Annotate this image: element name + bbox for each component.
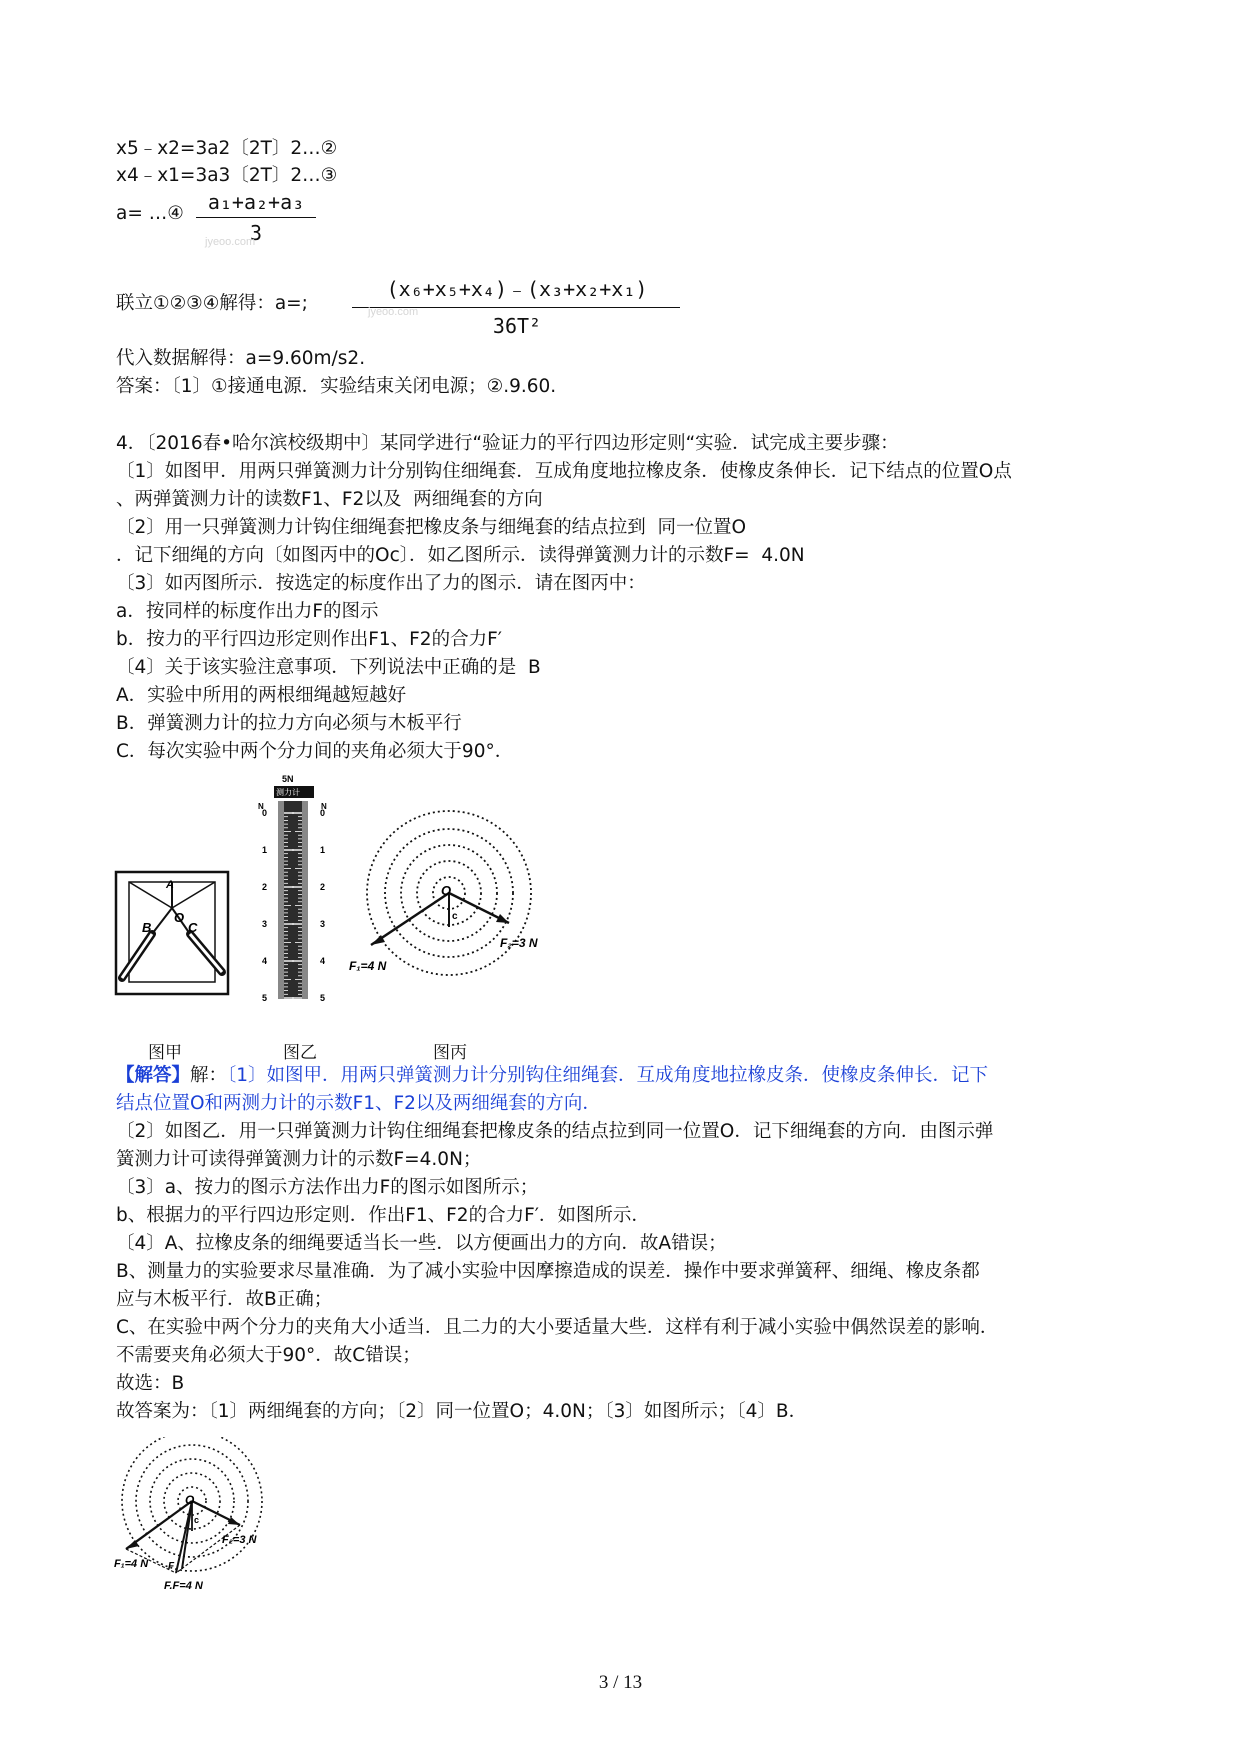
label-o: O	[174, 910, 185, 925]
spring-tick-label-left: 2	[262, 882, 268, 892]
solution-step4a: 〔4〕A、拉橡皮条的细绳要适当长一些．以方便画出力的方向．故A错误；	[116, 1233, 727, 1254]
problem-4-step3a: a．按同样的标度作出力F的图示	[116, 601, 379, 622]
spring-tick-label-right: 2	[320, 882, 326, 892]
spring-tick-label-left: 4	[262, 956, 268, 966]
problem-4-step3: 〔3〕如丙图所示．按选定的标度作出了力的图示．请在图丙中：	[116, 573, 646, 594]
spring-tick-label-right: 5	[320, 993, 326, 1003]
spring-tick-label-left: 3	[262, 919, 268, 929]
combined-solution-prefix: 联立①②③④解得：a=;	[116, 293, 308, 314]
problem-4-step1-line1: 〔1〕如图甲．用两只弹簧测力计分别钩住细绳套．互成角度地拉橡皮条．使橡皮条伸长．记下结点的位置O点	[116, 461, 1012, 482]
label-b: B	[142, 920, 152, 935]
answer-f-label: F	[168, 1561, 175, 1572]
spring-tick-label-right: 3	[320, 919, 326, 929]
solution-step2-line2: 簧测力计可读得弹簧测力计的示数F=4.0N；	[116, 1149, 482, 1170]
spring-tick-label-right: 4	[320, 956, 326, 966]
caption-bing: 图丙	[433, 1043, 467, 1062]
solution-step3b: b、根据力的平行四边形定则．作出F1、F2的合力F′．如图所示．	[116, 1205, 650, 1226]
solution-step4c-line1: C、在实验中两个分力的夹角大小适当．且二力的大小要适量大些．这样有利于减小实验中偶然误差的影响．	[116, 1317, 999, 1338]
problem-4-step2-line2: ．记下细绳的方向〔如图丙中的Oc〕．如乙图所示．读得弹簧测力计的示数F= 4.0N	[116, 545, 805, 566]
solution-step3a: 〔3〕a、按力的图示方法作出力F的图示如图所示；	[116, 1177, 539, 1198]
solution-choice: 故选：B	[116, 1373, 185, 1394]
figure-bing	[345, 795, 555, 995]
solution-tag: 【解答】	[116, 1065, 191, 1086]
spring-tick-label-left: 5	[262, 993, 268, 1003]
equation-2: x5﹣x2=3a2〔2T〕2…②	[116, 138, 338, 159]
solution-lead: 解：	[190, 1065, 228, 1086]
option-a: A．实验中所用的两根细绳越短越好	[116, 685, 407, 706]
answer-point-c: c	[194, 1515, 200, 1525]
equation-4-numerator: a₁+a₂+a₃	[207, 190, 305, 214]
unit-right: N	[321, 802, 327, 811]
answer-ff-label: F.F=4 N	[164, 1580, 203, 1592]
spring-max-label: 5N	[282, 774, 294, 784]
answer-f1-label: F₁=4 N	[114, 1558, 149, 1570]
problem-4-step2-line1: 〔2〕用一只弹簧测力计钩住细绳套把橡皮条与细绳套的结点拉到 同一位置O	[116, 517, 747, 538]
spring-title: 测力计	[276, 788, 300, 797]
figure-jia	[114, 870, 232, 998]
caption-yi: 图乙	[283, 1043, 317, 1062]
page-number: 3 / 13	[598, 1672, 643, 1693]
fraction-bar	[196, 217, 316, 218]
force-f1-label: F₁=4 N	[349, 959, 387, 973]
option-c: C．每次实验中两个分力间的夹角必须大于90°．	[116, 741, 514, 762]
equation-4-prefix: a= …④	[116, 203, 184, 224]
spring-tick-label-left: 0	[262, 808, 268, 818]
watermark: jyeoo.com	[205, 236, 256, 248]
solution-step4c-line2: 不需要夹角必须大于90°．故C错误；	[116, 1345, 421, 1366]
solution-step4b-line2: 应与木板平行．故B正确；	[116, 1289, 333, 1310]
label-a: A	[166, 879, 174, 891]
force-f2-label: F₂=3 N	[500, 936, 538, 950]
equation-4-denominator: 3	[249, 221, 263, 245]
watermark: jyeoo.com	[368, 306, 419, 318]
answer-f2-label: F₂=3 N	[222, 1534, 257, 1546]
spring-tick-label-left: 1	[262, 845, 268, 855]
answer-line: 答案：〔1〕①接通电源．实验结束关闭电源；②.9.60.	[116, 376, 557, 397]
option-b: B．弹簧测力计的拉力方向必须与木板平行	[116, 713, 462, 734]
solution-final-answer: 故答案为：〔1〕两细绳套的方向；〔2〕同一位置O；4.0N；〔3〕如图所示；〔4〕B．	[116, 1401, 808, 1422]
point-o: O	[441, 883, 452, 898]
problem-4-step4: 〔4〕关于该实验注意事项．下列说法中正确的是 B	[116, 657, 541, 678]
spring-tick-label-right: 0	[320, 808, 326, 818]
problem-4-step3b: b．按力的平行四边形定则作出F1、F2的合力F′	[116, 629, 502, 650]
caption-jia: 图甲	[148, 1043, 182, 1062]
answer-point-o: O	[185, 1493, 195, 1507]
solution-step1-line1	[116, 1063, 988, 1089]
equation-3: x4﹣x1=3a3〔2T〕2…③	[116, 165, 338, 186]
solution-step1-line2: 结点位置O和两测力计的示数F1、F2以及两细绳套的方向．	[116, 1093, 601, 1114]
unit-left: N	[258, 802, 264, 811]
figure-yi	[256, 773, 332, 1005]
solution-step1-text: 〔1〕如图甲．用两只弹簧测力计分别钩住细绳套．互成角度地拉橡皮条．使橡皮条伸长．记下	[227, 1065, 989, 1086]
substitution-result: 代入数据解得：a=9.60m/s2.	[116, 348, 366, 369]
solution-step4b-line1: B、测量力的实验要求尽量准确．为了减小实验中因摩擦造成的误差．操作中要求弹簧秤、细绳、橡皮条都	[116, 1261, 980, 1282]
combined-denominator: 36T²	[492, 314, 542, 338]
combined-numerator: (x₆+x₅+x₄)﹣(x₃+x₂+x₁)	[386, 277, 648, 301]
solution-step2-line1: 〔2〕如图乙．用一只弹簧测力计钩住细绳套把橡皮条的结点拉到同一位置O．记下细绳套的方向．由图示弹	[116, 1121, 994, 1142]
label-c: C	[188, 920, 198, 935]
spring-tick-label-right: 1	[320, 845, 326, 855]
problem-4-title: 4．〔2016春•哈尔滨校级期中〕某同学进行“验证力的平行四边形定则“实验．试完成主要步骤：	[116, 433, 899, 454]
problem-4-step1-line2: 、两弹簧测力计的读数F1、F2以及 两细绳套的方向	[116, 489, 543, 510]
point-c: c	[452, 911, 458, 922]
answer-figure	[114, 1437, 274, 1597]
